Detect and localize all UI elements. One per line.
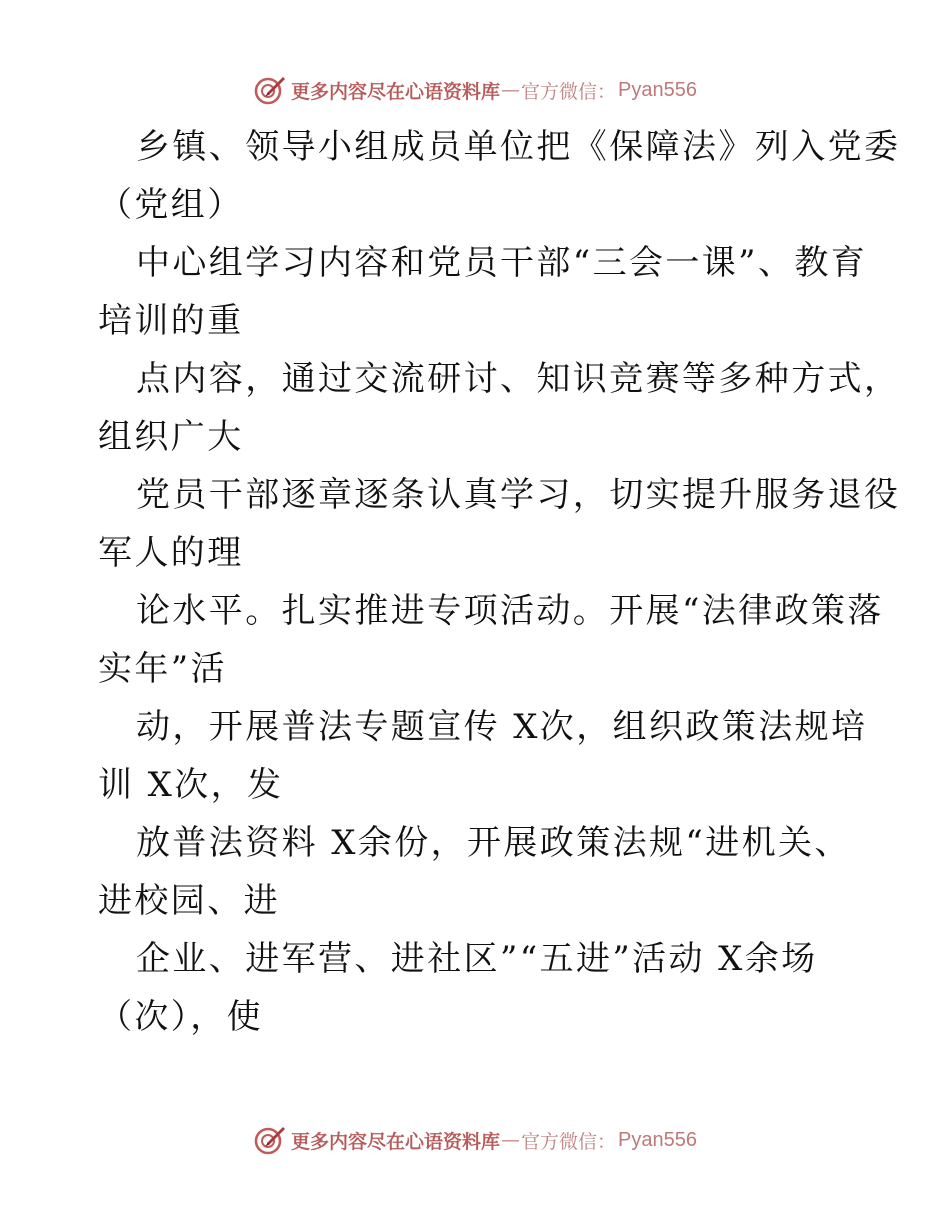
- body-line: （党组）: [98, 185, 244, 225]
- body-line: 军人的理: [98, 533, 244, 573]
- body-line: 进校园、进: [98, 881, 280, 921]
- quill-logo-icon: [253, 1123, 287, 1157]
- watermark-wechat-label: 官方微信：: [521, 1130, 617, 1153]
- body-line: 论水平。扎实推进专项活动。开展“法律政策落: [136, 591, 884, 631]
- body-line: 中心组学习内容和党员干部“三会一课”、教育: [136, 243, 868, 283]
- watermark-site-name: 更多内容尽在心语资料库: [291, 1130, 501, 1153]
- watermark-wechat-label: 官方微信：: [521, 80, 617, 103]
- body-line: 动，开展普法专题宣传 X次，组织政策法规培: [136, 707, 868, 747]
- body-line: 党员干部逐章逐条认真学习，切实提升服务退役: [136, 475, 901, 515]
- watermark-wechat-id: Pyan556: [618, 1128, 697, 1151]
- body-line: 企业、进军营、进社区”“五进”活动 X余场: [136, 939, 818, 979]
- body-line: 放普法资料 X余份，开展政策法规“进机关、: [136, 823, 851, 863]
- body-line: 点内容，通过交流研讨、知识竞赛等多种方式，: [136, 359, 901, 399]
- body-line: 组织广大: [98, 417, 244, 457]
- watermark-site-name: 更多内容尽在心语资料库: [291, 80, 501, 103]
- body-line: 培训的重: [98, 301, 244, 341]
- header-watermark: [0, 70, 950, 110]
- footer-watermark: [0, 1120, 950, 1160]
- body-line: 训 X次，发: [98, 765, 284, 805]
- watermark-wechat-id: Pyan556: [618, 78, 697, 101]
- body-line: 乡镇、领导小组成员单位把《保障法》列入党委: [136, 127, 901, 167]
- body-line: 实年”活: [98, 649, 227, 689]
- quill-logo-icon: [253, 73, 287, 107]
- watermark-dash: —: [501, 79, 521, 101]
- watermark-dash: —: [501, 1129, 521, 1151]
- body-line: （次），使: [98, 997, 263, 1037]
